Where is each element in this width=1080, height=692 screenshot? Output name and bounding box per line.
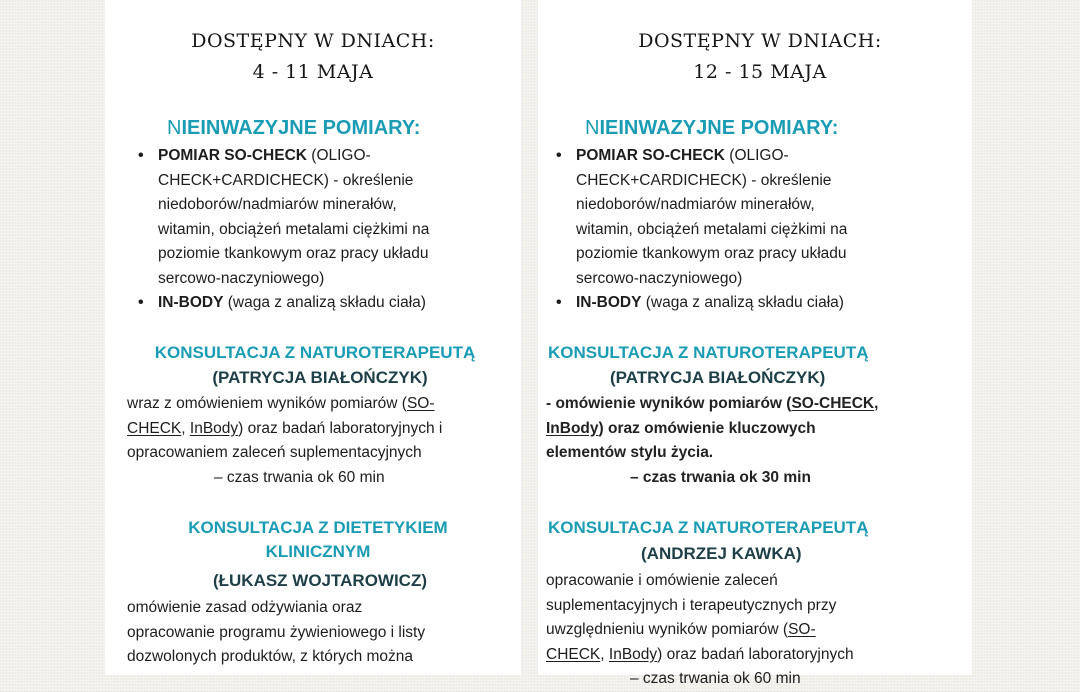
availability-label: DOSTĘPNY W DNIACH: — [638, 30, 882, 52]
measurements-title: NIEINWAZYJNE POMIARY: — [167, 117, 421, 139]
consultation-1-name: (PATRYCJA BIAŁOŃCZYK) — [212, 368, 428, 387]
left-card — [105, 0, 521, 675]
right-card — [538, 0, 972, 687]
availability-header — [548, 26, 972, 88]
so-check-link[interactable]: CHECK — [127, 419, 182, 437]
so-check-link[interactable]: SO- — [788, 621, 816, 638]
measurements-list — [136, 144, 429, 316]
consultation-2-description: omówienie zasad odżywiania oraz opracowanie programu żywieniowego i listy dozwolonych produktów, z których można — [127, 599, 426, 665]
bullet-icon: • — [138, 294, 144, 311]
bullet-icon: • — [138, 147, 144, 164]
so-check-link[interactable]: CHECK — [546, 645, 601, 663]
list-item-in-body: • IN-BODY (waga z analizą składu ciała) — [136, 291, 429, 316]
inbody-link[interactable]: InBody — [189, 419, 239, 437]
consultation-2-description: opracowanie i omówienie zaleceń suplementacyjnych i terapeutycznych przy uwzględnieniu wyników pomiarów (SO- CHECK, InBody) oraz badań laboratoryjnych – czas trwania ok 60 min — [546, 572, 854, 687]
availability-label: DOSTĘPNY W DNIACH: — [191, 30, 435, 52]
bullet-icon: • — [556, 294, 562, 311]
consultation-2-name: (ŁUKASZ WOJTAROWICZ) — [212, 571, 428, 590]
so-check-link[interactable]: SO- — [406, 395, 435, 412]
consultation-2-title: KONSULTACJA Z NATUROTERAPEUTĄ — [548, 518, 869, 537]
bullet-icon: • — [556, 147, 562, 164]
consultation-1-description: - omówienie wyników pomiarów (SO-CHECK, InBody) oraz omówienie kluczowych elementów stylu życia. – czas trwania ok 30 min — [546, 395, 879, 486]
measurements-title: NIEINWAZYJNE POMIARY: — [585, 117, 839, 139]
list-item-in-body: • IN-BODY (waga z analizą składu ciała) — [554, 291, 847, 316]
consultation-1-name: (PATRYCJA BIAŁOŃCZYK) — [610, 368, 826, 387]
list-item-so-check: • POMIAR SO-CHECK (OLIGO- CHECK+CARDICHECK) - określenie niedoborów/nadmiarów minerałów, witamin, obciążeń metalami ciężkimi na poziomie tkankowym oraz pracy układu sercowo-naczyniowego) — [554, 144, 847, 291]
measurements-list — [554, 144, 847, 316]
so-check-link[interactable]: SO-CHECK — [791, 395, 875, 412]
consultation-1-description: wraz z omówieniem wyników pomiarów (SO- CHECK, InBody) oraz badań laboratoryjnych i opracowaniem zaleceń suplementacyjnych – czas trwania ok 60 min — [127, 395, 443, 486]
consultation-1-title: KONSULTACJA Z NATUROTERAPEUTĄ — [154, 343, 476, 362]
inbody-link[interactable]: InBody — [546, 419, 599, 437]
inbody-link[interactable]: InBody — [608, 645, 658, 663]
list-item-so-check: • POMIAR SO-CHECK (OLIGO- CHECK+CARDICHECK) - określenie niedoborów/nadmiarów minerałów, witamin, obciążeń metalami ciężkimi na poziomie tkankowym oraz pracy układu sercowo-naczyniowego) — [136, 144, 429, 291]
consultation-1-title: KONSULTACJA Z NATUROTERAPEUTĄ — [548, 343, 869, 362]
consultation-2-name: (ANDRZEJ KAWKA) — [641, 544, 802, 563]
availability-dates: 4 - 11 MAJA — [252, 61, 374, 83]
availability-header — [105, 26, 521, 88]
availability-dates: 12 - 15 MAJA — [693, 61, 827, 83]
consultation-2-title: KONSULTACJA Z DIETETYKIEM KLINICZNYM — [188, 518, 448, 561]
